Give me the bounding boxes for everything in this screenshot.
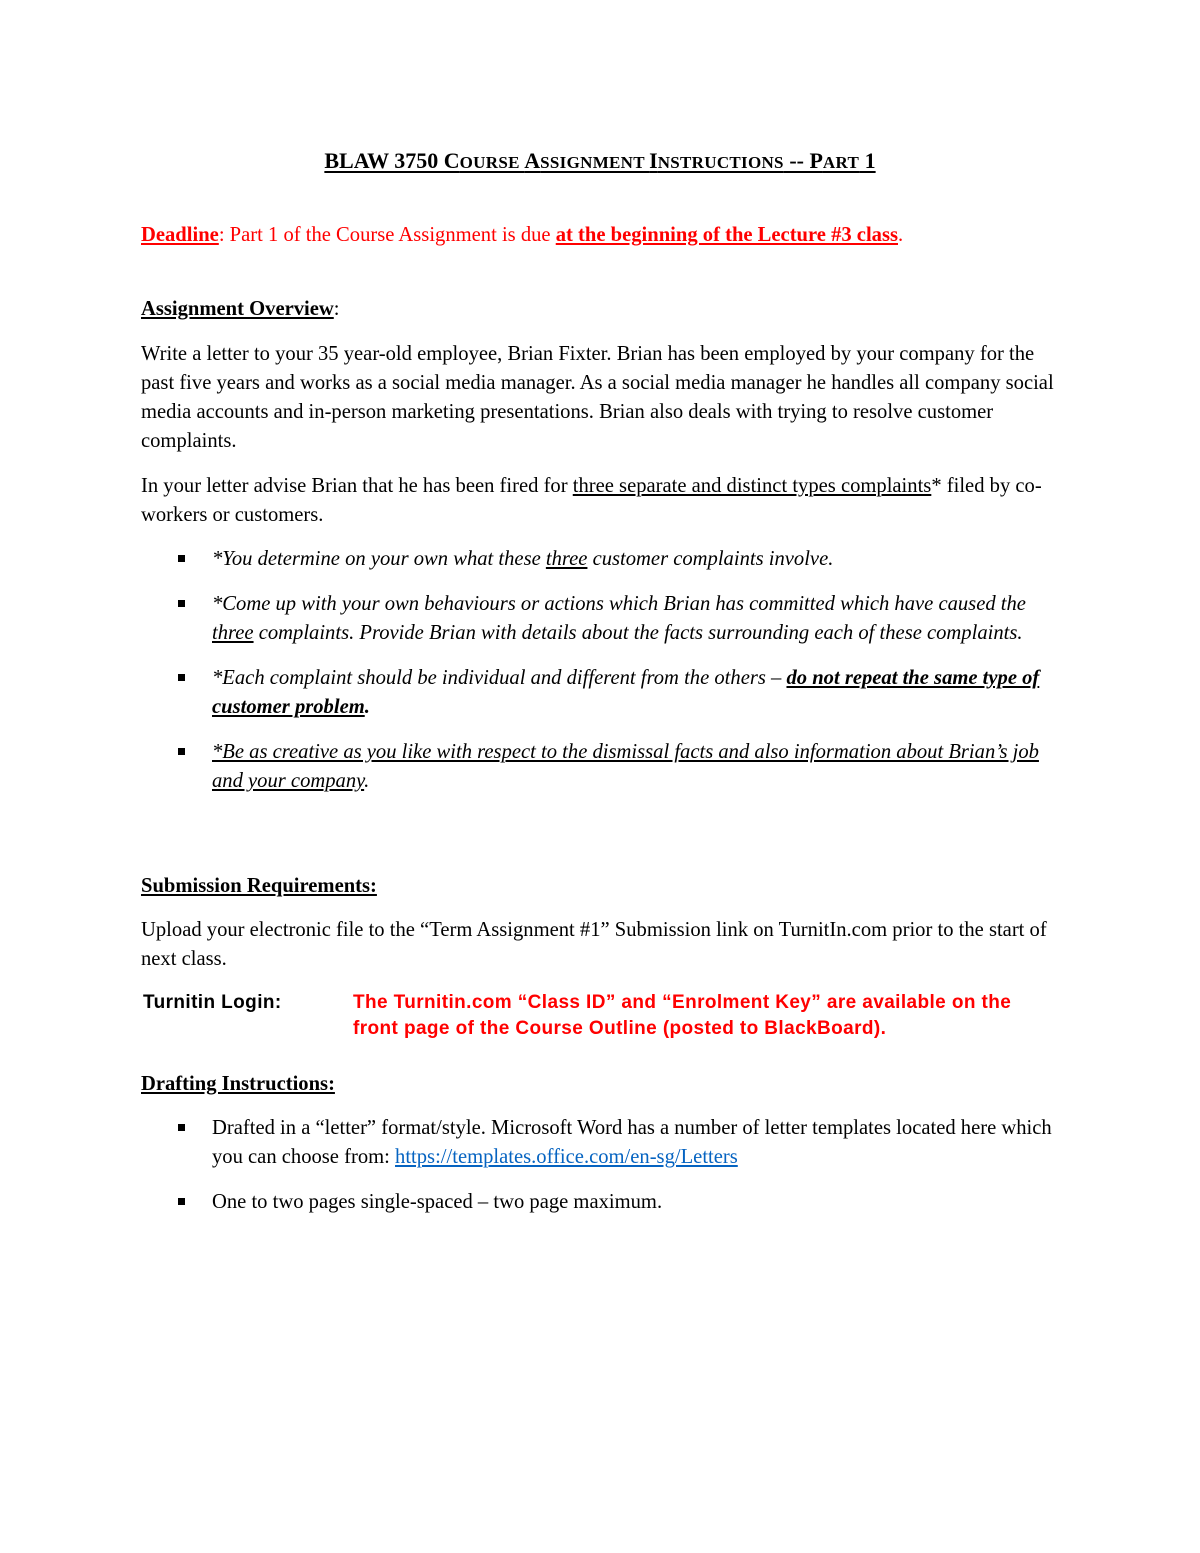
submission-heading: Submission Requirements: xyxy=(141,875,377,897)
list-item xyxy=(141,1188,1066,1217)
bullet-text: *Each complaint should be individual and different from the others – xyxy=(212,667,787,689)
bullet-text: . xyxy=(364,770,370,792)
bullet-square-icon xyxy=(178,1124,185,1131)
bullet-square-icon xyxy=(178,748,185,755)
bullet-underlined: *Be as creative as you like with respect to the dismissal facts and also information about Brian’s job and your company xyxy=(212,741,1039,792)
bullet-bold-underlined: do not repeat the same type of customer problem xyxy=(212,667,1040,718)
title-part: ART xyxy=(822,153,860,172)
title-part: I xyxy=(649,148,658,173)
overview-heading xyxy=(141,295,1066,324)
bullet-square-icon xyxy=(178,674,185,681)
overview-bullets xyxy=(141,545,1066,796)
list-item xyxy=(141,545,1066,574)
para2-underlined: three separate and distinct types complaints xyxy=(572,475,932,497)
bullet-text: complaints. Provide Brian with details about the facts surrounding each of these complaints. xyxy=(253,622,1023,644)
list-item xyxy=(141,590,1066,648)
bullet-square-icon xyxy=(178,555,185,562)
turnitin-login-text: The Turnitin.com “Class ID” and “Enrolment Key” are available on the front page of the Course Outline (posted to BlackBoard). xyxy=(353,992,1012,1039)
drafting-bullet-list xyxy=(141,1114,1066,1217)
deadline-text: : Part 1 of the Course Assignment is due xyxy=(218,224,556,246)
list-item xyxy=(141,1114,1066,1172)
title-part: BLAW 3750 C xyxy=(324,148,460,173)
overview-heading-colon: : xyxy=(333,298,340,320)
deadline-line xyxy=(141,221,1066,250)
list-item xyxy=(141,664,1066,722)
overview-paragraph-1: Write a letter to your 35 year-old employee, Brian Fixter. Brian has been employed by your company for the past five years and works as a social media manager. As a social media manager he handles all company social media accounts and in-person marketing presentations. Brian also deals with trying to resolve customer complaints. xyxy=(141,343,1054,452)
drafting-bullets xyxy=(141,1114,1066,1217)
turnitin-login-label: Turnitin Login: xyxy=(143,992,282,1013)
deadline-emphasis: at the beginning of the Lecture #3 class xyxy=(555,224,898,246)
title-part: -- P xyxy=(783,148,823,173)
bullet-underlined: three xyxy=(545,548,588,570)
overview-bullet-list xyxy=(141,545,1066,796)
title-part: 1 xyxy=(859,148,876,173)
deadline-end: . xyxy=(898,224,904,246)
para2-start: In your letter advise Brian that he has been fired for xyxy=(141,475,573,497)
bullet-square-icon xyxy=(178,600,185,607)
list-item xyxy=(141,738,1066,796)
bullet-text: customer complaints involve. xyxy=(587,548,834,570)
bullet-text: . xyxy=(364,696,370,718)
bullet-text: One to two pages single-spaced – two page maximum. xyxy=(212,1191,663,1213)
title-part: NSTRUCTIONS xyxy=(657,153,784,172)
title-part: SSIGNMENT xyxy=(540,153,650,172)
para2-end: * filed by co-workers or customers. xyxy=(141,475,1042,526)
overview-paragraph-2 xyxy=(141,472,1066,530)
title-part: OURSE xyxy=(459,153,525,172)
bullet-text: *You determine on your own what these xyxy=(212,548,546,570)
overview-heading-text: Assignment Overview xyxy=(141,298,334,320)
letters-templates-link[interactable]: https://templates.office.com/en-sg/Letters xyxy=(395,1146,738,1168)
document-title xyxy=(0,146,1200,178)
bullet-square-icon xyxy=(178,1198,185,1205)
bullet-text: *Come up with your own behaviours or actions which Brian has committed which have caused the xyxy=(212,593,1026,615)
deadline-label: Deadline xyxy=(141,224,219,246)
title-part: A xyxy=(524,148,541,173)
submission-text: Upload your electronic file to the “Term Assignment #1” Submission link on TurnitIn.com prior to the start of next class. xyxy=(141,919,1047,970)
bullet-underlined: three xyxy=(212,622,254,644)
drafting-heading: Drafting Instructions: xyxy=(141,1073,335,1095)
title-text xyxy=(324,148,875,173)
bullet-text: Drafted in a “letter” format/style. Microsoft Word has a number of letter templates located here which you can choose from: xyxy=(212,1117,1052,1168)
